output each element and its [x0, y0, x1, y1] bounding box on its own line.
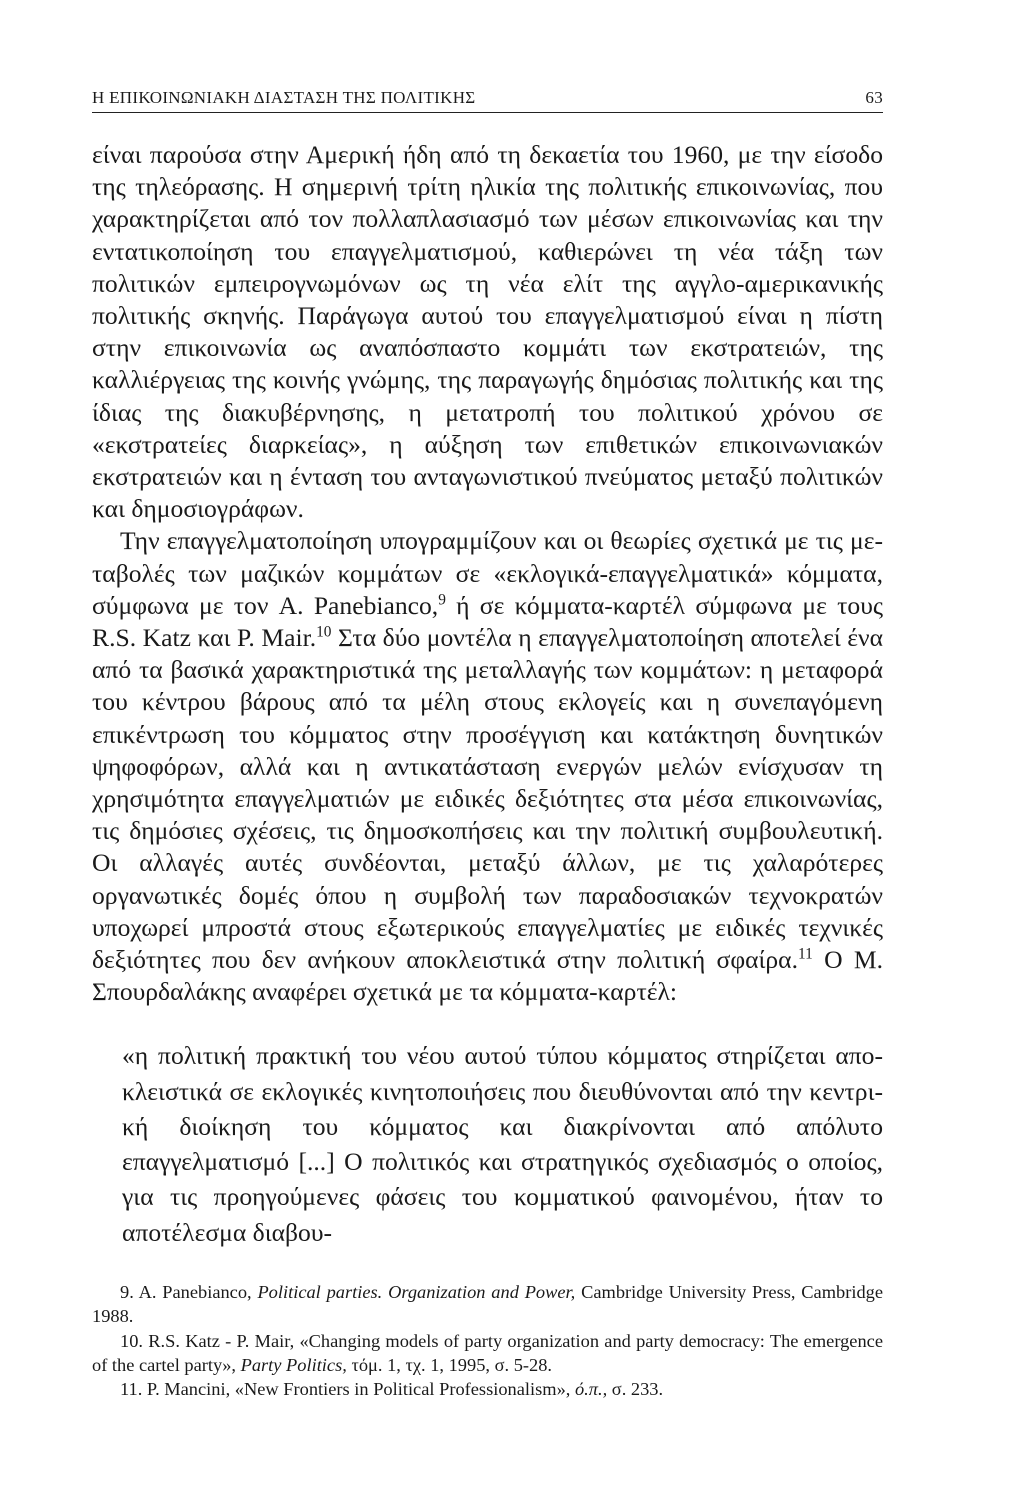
- footnote-10-journal: Party Politics,: [240, 1354, 347, 1375]
- block-quote: «η πολιτική πρακτική του νέου αυτού τύπου κόμματος στηρίζεται αποκλειστικά σε εκλογικές κινητοποιήσεις που διευθύνονται από την κεντρική διοίκηση του κόμματος και διακρίνονται από απόλυτο επαγγελματισμό [...] Ο πολιτικός και στρατηγικός σχεδιασμός ο οποίος, για τις προηγούμενες φάσεις του κομματικού φαινομένου, ήταν το αποτέλεσμα διαβου-: [122, 1041, 883, 1247]
- page-number: 63: [865, 88, 883, 107]
- running-header: [92, 88, 883, 113]
- footnote-ref-11[interactable]: 11: [797, 945, 813, 963]
- footnote-9-publisher: Cambridge University Press, Cambridge 1988.: [92, 1281, 884, 1327]
- footnote-11-page: σ. 233.: [607, 1379, 664, 1400]
- footnote-ref-9[interactable]: 9: [438, 591, 446, 609]
- footnote-11-op-cit: ό.π.,: [574, 1379, 608, 1400]
- footnote-11: [92, 1377, 883, 1401]
- footnote-10: [92, 1329, 883, 1378]
- footnote-9-title: Political parties. Organization and Power,: [257, 1281, 576, 1302]
- footnote-10-text: 10. R.S. Katz - P. Mair, «Changing models of party organization and party democracy: The emergence of the cartel party»,: [92, 1330, 883, 1375]
- footnote-11-text: 11. P. Mancini, «New Frontiers in Political Professionalism»,: [120, 1379, 575, 1400]
- paragraph-2: [92, 525, 883, 1008]
- paragraph-1: είναι παρούσα στην Αμερική ήδη από τη δεκαετία του 1960, με την είσοδο της τηλεόρασης. Η σημερινή τρίτη ηλικία της πολιτικής επικοινωνίας, που χαρακτηρίζεται από τον πολλαπλασιασμό των μέσων επικοινωνίας και την εντατικοποίηση του επαγγελματισμού, καθιερώνει τη νέα τάξη των πολιτικών εμπειρογνωμόνων ως τη νέα ελίτ της αγγλο-αμερικανικής πολιτικής σκηνής. Παράγωγα αυτού του επαγγελματισμού είναι η πίστη στην επικοινωνία ως αναπόσπαστο κομμάτι των εκστρατειών, της καλλιέργειας της κοινής γνώμης, της παραγωγής δημόσιας πολιτικής και της ίδιας της διακυβέρνησης, η μετατροπή του πολιτικού χρόνου σε «εκστρατείες διαρκείας», η αύξηση των επιθετικών επικοινωνιακών εκστρατειών και η ένταση του ανταγωνιστικού πνεύματος μεταξύ πολιτικών και δημοσιογράφων.: [92, 140, 883, 524]
- footnote-9-text: 9. A. Panebianco,: [120, 1281, 258, 1302]
- paragraph-2-part-b: ή σε κόμματα-καρτέλ σύμφωνα με τους R.S. Katz και P. Mair.: [92, 590, 883, 653]
- running-title: Η ΕΠΙΚΟΙΝΩΝΙΑΚΗ ΔΙΑΣΤΑΣΗ ΤΗΣ ΠΟΛΙΤΙΚΗΣ: [92, 88, 476, 107]
- footnote-10-volume: τόμ. 1, τχ. 1, 1995, σ. 5-28.: [346, 1354, 553, 1375]
- paragraph-2-part-c: Στα δύο μοντέλα η επαγγελματοποίηση αποτελεί ένα από τα βασικά χαρακτηριστικά της μεταλλαγής των κομμάτων: η μεταφορά του κέντρου βάρους από τα μέλη στους εκλογείς και η συνεπαγόμενη επικέντρωση του κόμματος στην προσέγγιση και κατάκτηση δυνητικών ψηφοφόρων, αλλά και η αντικατάσταση ενεργών μελών ενίσχυσαν τη χρησιμότητα επαγγελματιών με ειδικές δεξιότητες στα μέσα επικοινωνίας, τις δημόσιες σχέσεις, τις δημοσκοπήσεις και την πολιτική συμβουλευτική. Οι αλλαγές αυτές συνδέονται, μεταξύ άλλων, με τις χαλαρότερες οργανωτικές δομές όπου η συμβολή των παραδοσιακών τεχνοκρατών υποχωρεί μπροστά στους εξωτερικούς επαγγελματίες με ειδικές τεχνικές δεξιότητες που δεν ανήκουν αποκλειστικά στην πολιτική σφαίρα.: [92, 623, 883, 975]
- paragraph-2-part-a: Την επαγγελματοποίηση υπογραμμίζουν και οι θεωρίες σχετικά με τις μεταβολές των μαζικών κομμάτων σε «εκλογικά-επαγγελματικά» κόμματα, σύμφωνα με τον A. Panebianco,: [92, 526, 883, 620]
- book-page: [92, 88, 883, 1402]
- paragraph-2-part-d: Ο Μ. Σπουρδαλάκης αναφέρει σχετικά με τα κόμματα-καρτέλ:: [92, 945, 883, 1007]
- main-text: [92, 139, 883, 1008]
- footnotes: [92, 1280, 883, 1402]
- footnote-9: [92, 1280, 883, 1329]
- footnote-ref-10[interactable]: 10: [316, 623, 332, 641]
